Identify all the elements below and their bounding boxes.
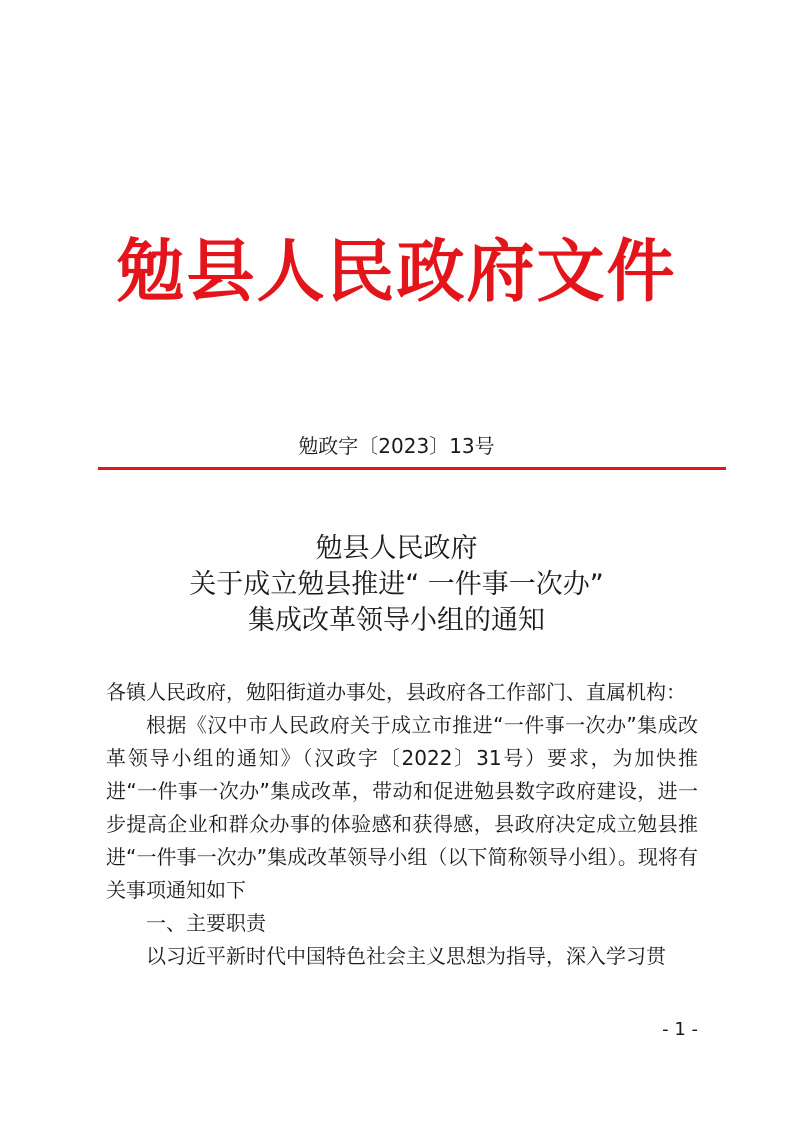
notice-title-line-3: 集成改革领导小组的通知 xyxy=(248,605,545,636)
section-heading-1: 一、主要职责 xyxy=(146,911,266,935)
notice-body xyxy=(106,676,698,973)
notice-title xyxy=(0,531,793,639)
document-number: 勉政字〔2023〕13号 xyxy=(298,434,495,458)
body-paragraph-2: 以习近平新时代中国特色社会主义思想为指导，深入学习贯 xyxy=(146,944,666,968)
page-number: - 1 - xyxy=(662,1019,698,1040)
red-divider-rule xyxy=(98,467,726,470)
notice-title-line-1: 勉县人民政府 xyxy=(315,533,478,564)
notice-title-line-2: 关于成立勉县推进“ 一件事一次办” xyxy=(189,569,604,600)
salutation: 各镇人民政府，勉阳街道办事处，县政府各工作部门、直属机构： xyxy=(106,680,686,704)
body-paragraph-1: 根据《汉中市人民政府关于成立市推进“一件事一次办”集成改革领导小组的通知》（汉政字〔2022〕31号）要求，为加快推进“一件事一次办”集成改革，带动和促进勉县数字政府建设，进一步提高企业和群众办事的体验感和获得感，县政府决定成立勉县推进“一件事一次办”集成改革领导小组（以下简称领导小组）。现将有关事项通知如下 xyxy=(106,713,698,902)
issuer-red-title: 勉县人民政府文件 xyxy=(116,232,677,312)
